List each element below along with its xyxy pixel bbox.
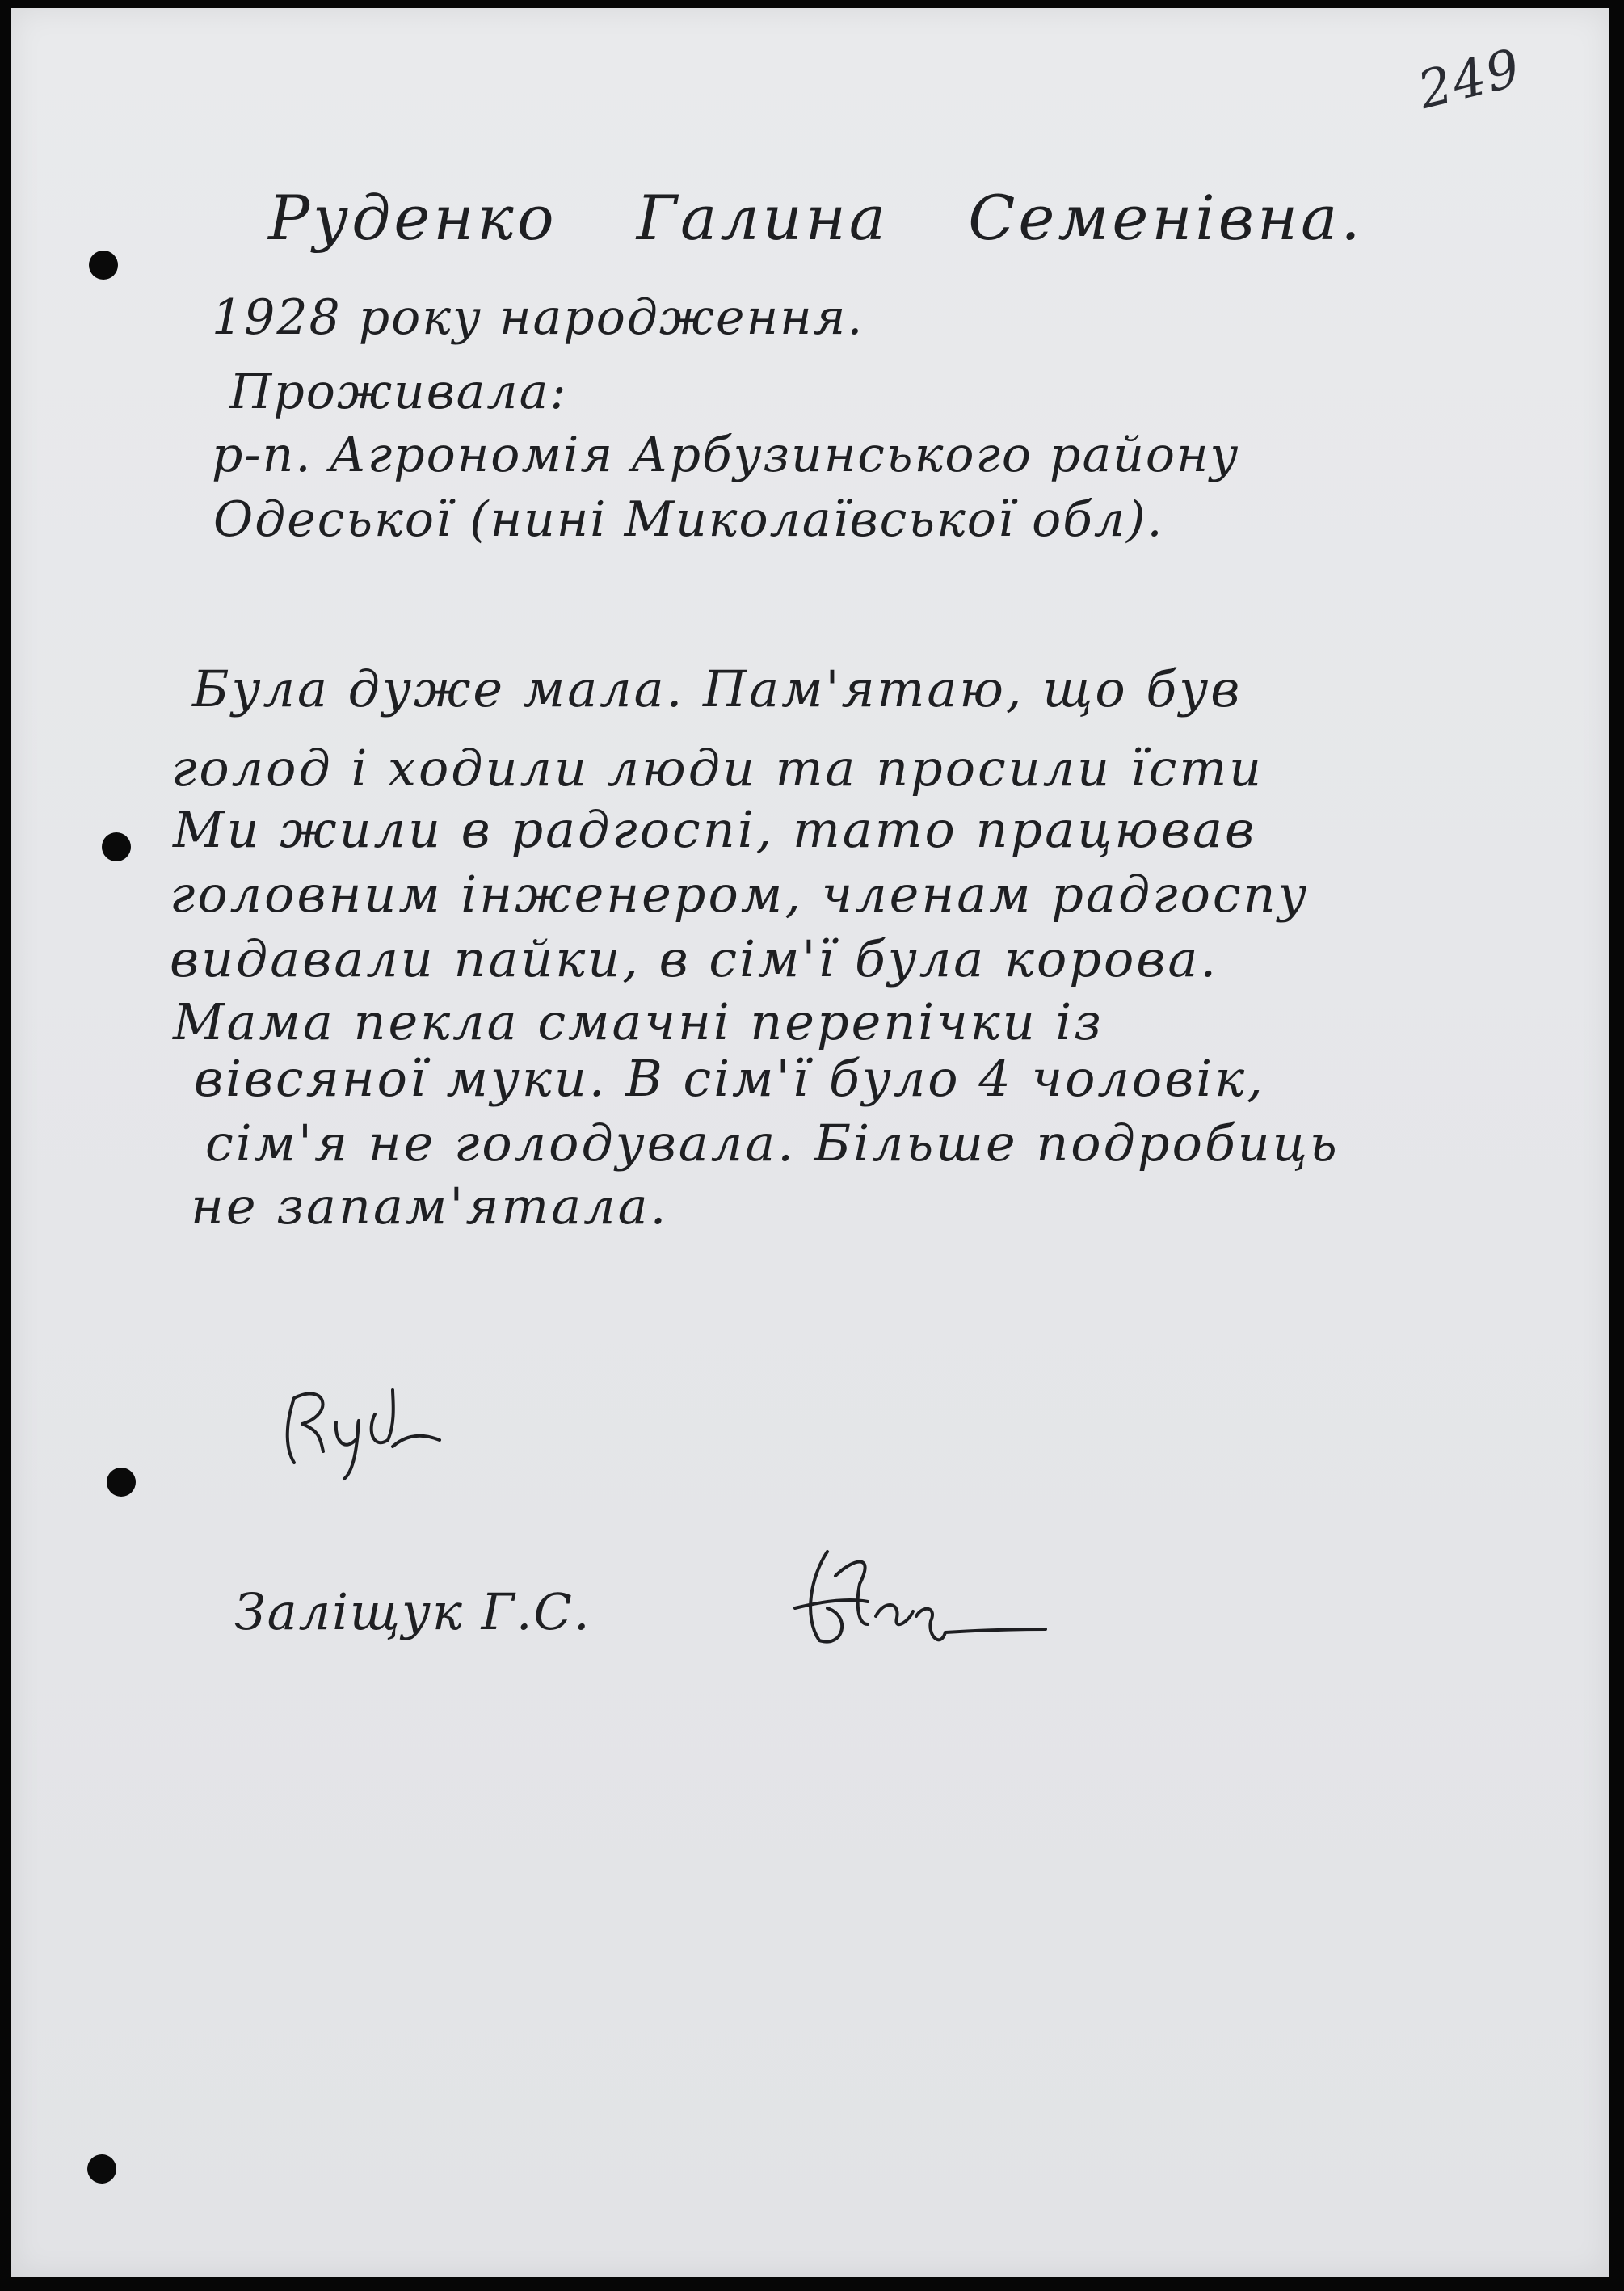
testimony-line: вівсяної муки. В сім'ї було 4 чоловік, <box>194 1049 1265 1108</box>
page-number: 249 <box>1412 38 1528 121</box>
punch-hole <box>87 2154 116 2184</box>
residence-village: р-п. Агрономія Арбузинського району <box>212 427 1240 483</box>
testimony-line: голод і ходили люди та просили їсти <box>171 739 1264 798</box>
testimony-line: Була дуже мала. Пам'ятаю, що був <box>192 659 1243 718</box>
document-page <box>11 8 1609 2277</box>
punch-hole <box>102 832 131 861</box>
birth-year-line: 1928 року народження. <box>212 289 865 346</box>
testimony-line: сім'я не голодувала. Більше подробиць <box>205 1114 1340 1173</box>
testimony-line: не запам'ятала. <box>191 1177 669 1236</box>
testimony-line: головним інженером, членам радгоспу <box>170 865 1310 924</box>
punch-hole <box>107 1468 136 1497</box>
person-name: Руденко Галина Семенівна. <box>268 182 1364 254</box>
residence-label: Проживала: <box>229 364 568 420</box>
testimony-line: Ми жили в радгоспі, тато працював <box>173 800 1257 859</box>
witness-signature <box>779 1527 1054 1665</box>
testimony-line: видавали пайки, в сім'ї була корова. <box>170 929 1219 988</box>
punch-hole <box>89 251 118 280</box>
witness-name: Заліщук Г.С. <box>234 1582 591 1641</box>
respondent-signature <box>270 1374 464 1495</box>
residence-region: Одеської (нині Миколаївської обл). <box>213 491 1164 548</box>
testimony-line: Мама пекла смачні перепічки із <box>173 992 1104 1051</box>
